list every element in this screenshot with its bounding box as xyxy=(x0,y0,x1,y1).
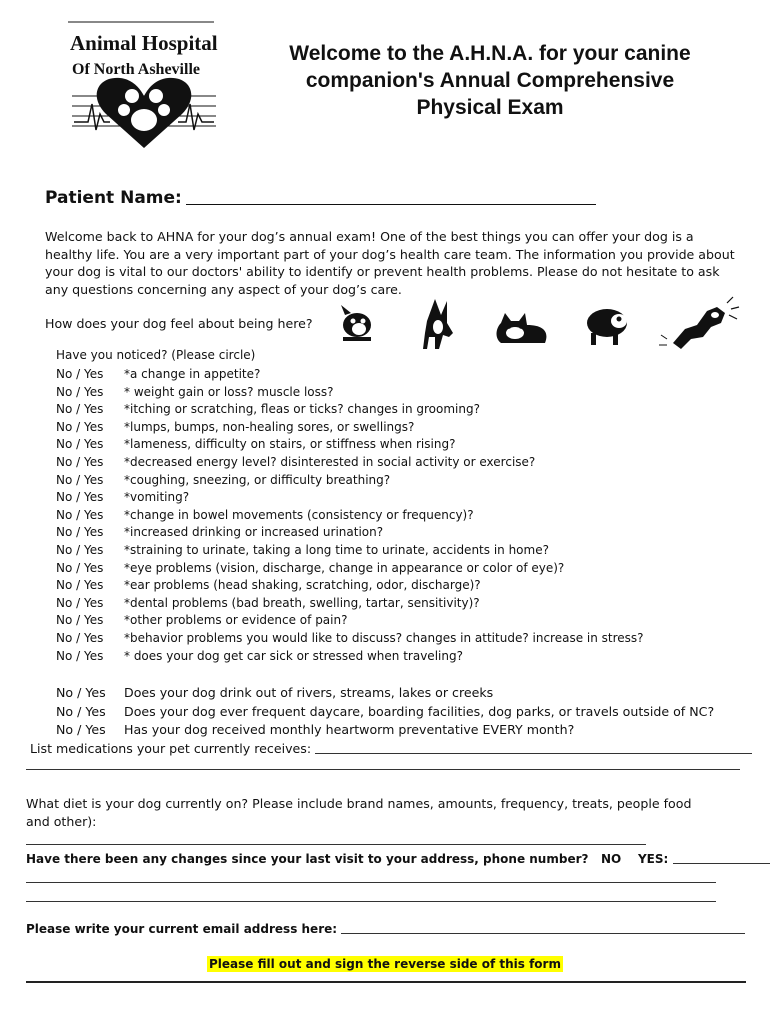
question-text: *eye problems (vision, discharge, change in appearance or color of eye)? xyxy=(124,560,565,575)
question-row xyxy=(56,366,644,384)
changes-field xyxy=(26,851,770,866)
diet-input-line[interactable] xyxy=(26,832,646,845)
question-row xyxy=(56,703,714,722)
changes-yes-option[interactable]: YES: xyxy=(637,852,669,866)
dog-mood-illustrations xyxy=(335,293,745,353)
no-yes-choice[interactable]: No / Yes xyxy=(56,595,104,610)
changes-question: Have there been any changes since your last visit to your address, phone number? xyxy=(26,852,589,866)
no-yes-choice[interactable]: No / Yes xyxy=(56,437,104,452)
email-field xyxy=(26,921,745,936)
patient-name-field xyxy=(45,188,596,208)
question-text: * does your dog get car sick or stressed when traveling? xyxy=(124,648,463,663)
no-yes-choice[interactable]: No / Yes xyxy=(56,525,104,540)
diet-question: What diet is your dog currently on? Please include brand names, amounts, frequency, treats, people food and other): xyxy=(26,796,692,829)
question-text: *lameness, difficulty on stairs, or stiffness when rising? xyxy=(124,437,456,452)
question-text: *change in bowel movements (consistency or frequency)? xyxy=(124,507,474,522)
question-row xyxy=(56,507,644,525)
logo-line1: Animal Hospital xyxy=(70,31,218,55)
question-row xyxy=(56,472,644,490)
question-row xyxy=(56,612,644,630)
question-text: *vomiting? xyxy=(124,490,190,505)
question-row xyxy=(56,419,644,437)
question-row xyxy=(56,542,644,560)
question-row xyxy=(56,454,644,472)
no-yes-choice[interactable]: No / Yes xyxy=(56,630,104,645)
title-line3: Physical Exam xyxy=(416,96,564,119)
question-text: *behavior problems you would like to discuss? changes in attitude? increase in stress? xyxy=(124,630,644,645)
question-row xyxy=(56,489,644,507)
question-text: Does your dog ever frequent daycare, boarding facilities, dog parks, or travels outside of NC? xyxy=(124,703,715,719)
email-input-line[interactable] xyxy=(341,921,745,934)
dog-worried-icon[interactable] xyxy=(587,309,627,345)
medications-input-line-2[interactable] xyxy=(26,769,740,770)
question-row xyxy=(56,577,644,595)
medications-label: List medications your pet currently receives: xyxy=(30,741,312,756)
no-yes-choice[interactable]: No / Yes xyxy=(56,402,104,417)
no-yes-choice[interactable]: No / Yes xyxy=(56,367,104,381)
medications-input-line[interactable] xyxy=(315,741,752,754)
intro-paragraph: Welcome back to AHNA for your dog’s annual exam! One of the best things you can offer your dog is a healthy life. You are a very important part of your dog’s health care team. The information you provide about your dog is vital to our doctors' ability to identify or prevent health problems. Please do not hesitate to ask any questions concerning any aspect of your dog’s care. xyxy=(45,229,735,297)
dog-peeking-icon[interactable] xyxy=(341,305,371,341)
logo-line2: Of North Asheville xyxy=(72,61,200,78)
page-title xyxy=(250,40,730,121)
hospital-logo xyxy=(68,18,220,150)
no-yes-choice[interactable]: No / Yes xyxy=(56,613,104,628)
question-row xyxy=(56,401,644,419)
reverse-side-note xyxy=(0,957,770,971)
medications-field xyxy=(30,741,752,756)
question-text: * weight gain or loss? muscle loss? xyxy=(124,384,334,399)
bottom-divider xyxy=(26,981,746,983)
question-text: Does your dog drink out of rivers, streams, lakes or creeks xyxy=(124,685,494,700)
reverse-side-highlight: Please fill out and sign the reverse side of this form xyxy=(209,957,561,971)
question-text: *ear problems (head shaking, scratching, odor, discharge)? xyxy=(124,578,481,593)
question-text: *a change in appetite? xyxy=(124,367,261,381)
changes-input-line-3[interactable] xyxy=(26,901,716,902)
question-row xyxy=(56,595,644,613)
exposure-question-list xyxy=(56,684,714,740)
question-text: *other problems or evidence of pain? xyxy=(124,613,348,628)
no-yes-choice[interactable]: No / Yes xyxy=(56,542,104,557)
no-yes-choice[interactable]: No / Yes xyxy=(56,384,104,399)
question-text: Has your dog received monthly heartworm preventative EVERY month? xyxy=(124,722,575,737)
noticed-label: Have you noticed? (Please circle) xyxy=(56,348,256,362)
question-text: *decreased energy level? disinterested in social activity or exercise? xyxy=(124,454,536,469)
dog-lying-icon[interactable] xyxy=(497,313,547,343)
no-yes-choice[interactable]: No / Yes xyxy=(56,454,104,469)
question-text: *straining to urinate, taking a long time to urinate, accidents in home? xyxy=(124,542,549,557)
title-line2: companion's Annual Comprehensive xyxy=(305,69,675,92)
no-yes-choice[interactable]: No / Yes xyxy=(56,490,104,505)
no-yes-choice[interactable]: No / Yes xyxy=(56,648,104,663)
dog-scared-icon[interactable] xyxy=(659,297,739,349)
question-text: *lumps, bumps, non-healing sores, or swellings? xyxy=(124,419,415,434)
no-yes-choice[interactable]: No / Yes xyxy=(56,560,104,575)
question-row xyxy=(56,436,644,454)
patient-name-input-line[interactable] xyxy=(186,190,596,205)
question-text: *increased drinking or increased urination? xyxy=(124,525,384,540)
symptom-question-list xyxy=(56,366,644,665)
changes-input-line[interactable] xyxy=(673,851,770,864)
diet-field xyxy=(26,795,716,849)
question-row xyxy=(56,560,644,578)
title-line1: Welcome to the A.H.N.A. for your canine xyxy=(289,42,691,65)
no-yes-choice[interactable]: No / Yes xyxy=(56,419,104,434)
question-row xyxy=(56,524,644,542)
question-text: *itching or scratching, fleas or ticks? changes in grooming? xyxy=(124,402,480,417)
question-row xyxy=(56,721,714,740)
changes-input-line-2[interactable] xyxy=(26,882,716,883)
question-row xyxy=(56,384,644,402)
feel-question: How does your dog feel about being here? xyxy=(45,316,313,331)
dog-standing-icon[interactable] xyxy=(423,299,453,349)
no-yes-choice[interactable]: No / Yes xyxy=(56,472,104,487)
email-label: Please write your current email address here: xyxy=(26,922,338,936)
no-yes-choice[interactable]: No / Yes xyxy=(56,578,104,593)
no-yes-choice[interactable]: No / Yes xyxy=(56,507,104,522)
question-row xyxy=(56,630,644,648)
question-text: *coughing, sneezing, or difficulty breathing? xyxy=(124,472,391,487)
no-yes-choice[interactable]: No / Yes xyxy=(56,722,106,737)
no-yes-choice[interactable]: No / Yes xyxy=(56,703,106,719)
no-yes-choice[interactable]: No / Yes xyxy=(56,685,106,700)
question-text: *dental problems (bad breath, swelling, tartar, sensitivity)? xyxy=(124,595,480,610)
question-row xyxy=(56,648,644,666)
changes-no-option[interactable]: NO xyxy=(601,852,622,866)
question-row xyxy=(56,684,714,703)
patient-name-label: Patient Name: xyxy=(45,188,182,208)
